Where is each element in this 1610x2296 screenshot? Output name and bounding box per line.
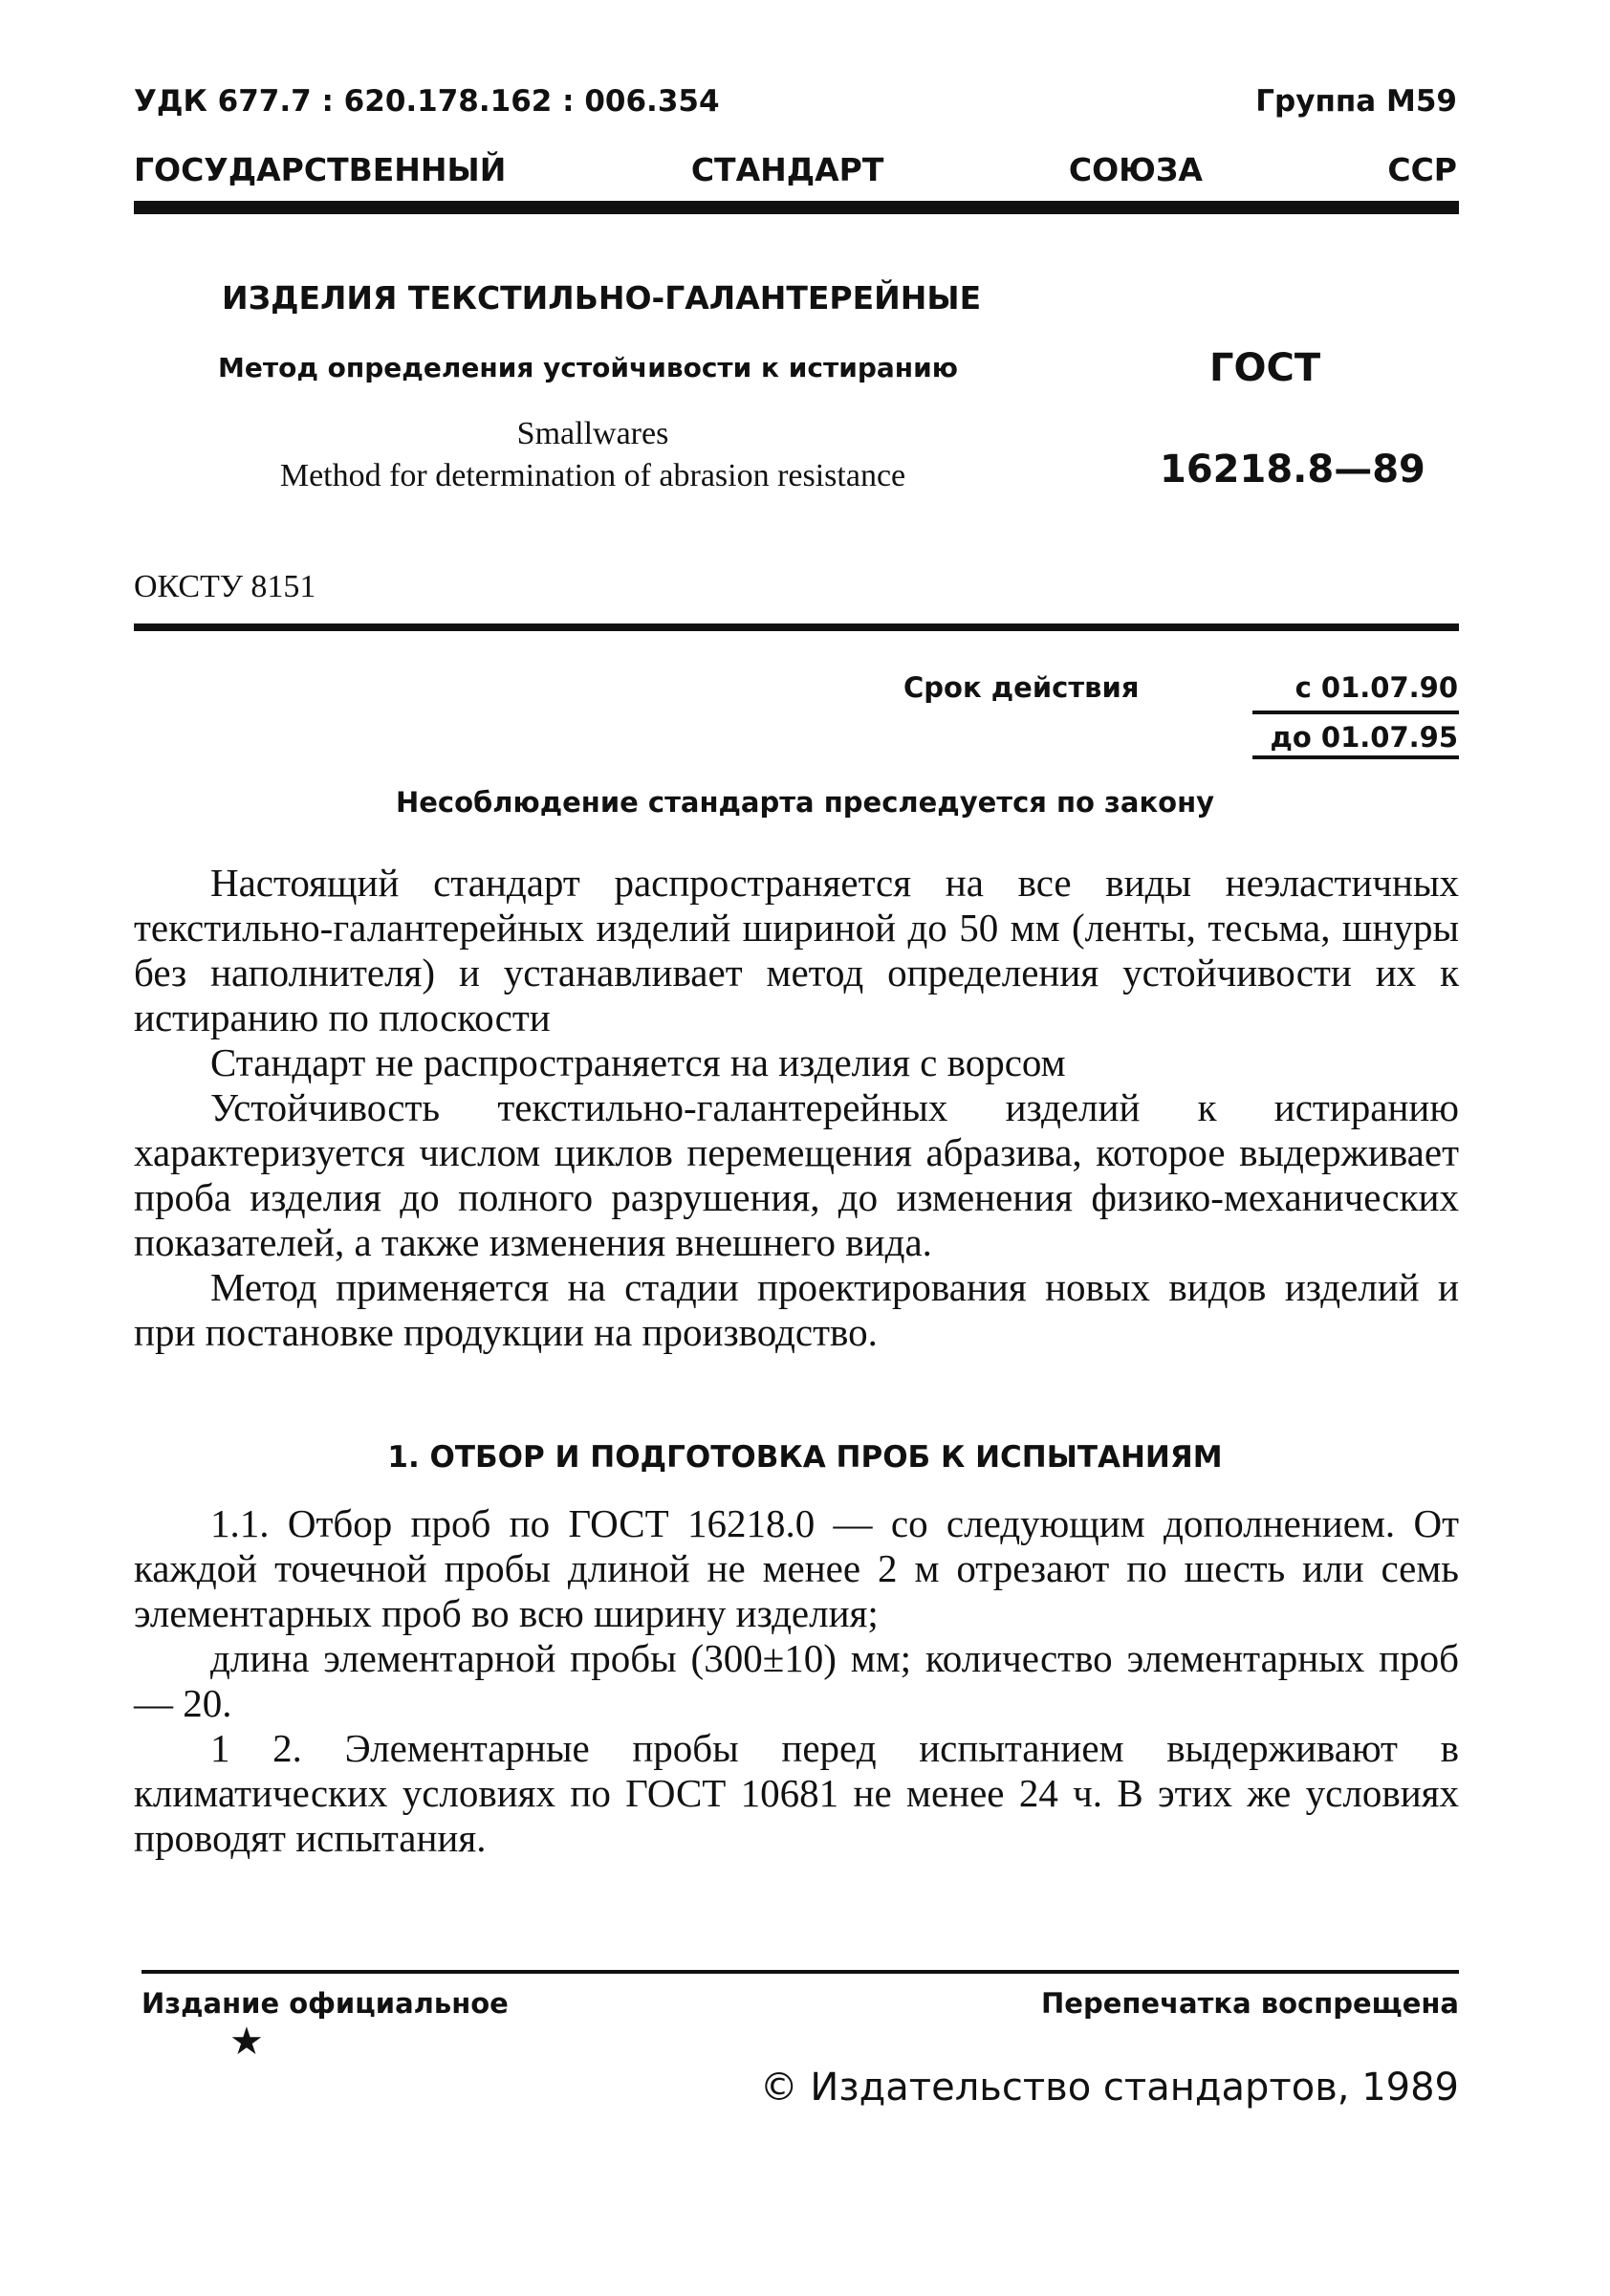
header-rule	[134, 201, 1459, 214]
official-edition-label: Издание официальное	[141, 1987, 509, 2020]
document-title-ru: ИЗДЕЛИЯ ТЕКСТИЛЬНО-ГАЛАНТЕРЕЙНЫЕ	[222, 279, 982, 317]
validity-to: до 01.07.95	[1270, 721, 1458, 754]
gost-number: 16218.8—89	[1160, 448, 1425, 492]
gost-label: ГОСТ	[1209, 346, 1321, 390]
okstu-rule	[134, 623, 1459, 631]
title-en-line1: Smallwares	[516, 416, 669, 451]
document-title-en	[206, 413, 980, 497]
section-heading: 1. ОТБОР И ПОДГОТОВКА ПРОБ К ИСПЫТАНИЯМ	[387, 1440, 1223, 1475]
section-text	[134, 1501, 1459, 1861]
intro-text	[134, 861, 1459, 1355]
title-en-line2: Method for determination of abrasion resistance	[279, 458, 906, 493]
validity-from: с 01.07.90	[1295, 671, 1458, 704]
section-paragraph: 1.1. Отбор проб по ГОСТ 16218.0 — со следующим дополнением. От каждой точечной пробы длиной не менее 2 м отрезают по шесть или семь элементарных проб во всю ширину изделия;	[134, 1501, 1459, 1635]
intro-paragraph: Метод применяется на стадии проектирования новых видов изделий и при постановке продукции на производство.	[134, 1265, 1459, 1354]
section-paragraph: длина элементарной пробы (300±10) мм; количество элементарных проб — 20.	[134, 1636, 1459, 1725]
footer-rule	[141, 1970, 1459, 1974]
validity-rule-1	[1252, 711, 1459, 714]
law-notice: Несоблюдение стандарта преследуется по закону	[395, 786, 1215, 819]
copyright-notice: © Издательство стандартов, 1989	[759, 2066, 1459, 2110]
validity-rule-2	[1252, 755, 1459, 759]
intro-paragraph: Настоящий стандарт распространяется на все виды неэластичных текстильно-галантерейных изделий шириной до 50 мм (ленты, тесьма, шнуры без наполнителя) и устанавливает метод определения устойчивости их к истиранию по плоскости	[134, 861, 1459, 1039]
star-icon: ★	[229, 2020, 264, 2064]
state-standard-banner: ГОСУДАРСТВЕННЫЙ СТАНДАРТ СОЮЗА ССР	[134, 151, 1457, 188]
group-code: Группа М59	[1255, 84, 1457, 119]
section-paragraph: 1 2. Элементарные пробы перед испытанием выдерживают в климатических условиях по ГОСТ 10681 не менее 24 ч. В этих же условиях проводят испытания.	[134, 1726, 1459, 1860]
validity-label: Срок действия	[903, 671, 1140, 704]
document-subtitle-ru: Метод определения устойчивости к истиранию	[218, 352, 958, 383]
okstu-code: ОКСТУ 8151	[134, 569, 316, 604]
udk-code: УДК 677.7 : 620.178.162 : 006.354	[134, 84, 720, 119]
intro-paragraph: Стандарт не распространяется на изделия с ворсом	[210, 1040, 1066, 1084]
intro-paragraph: Устойчивость текстильно-галантерейных изделий к истиранию характеризуется числом циклов перемещения абразива, которое выдерживает проба изделия до полного разрушения, до изменения физико-механических показателей, а также изменения внешнего вида.	[134, 1085, 1459, 1264]
reprint-notice: Перепечатка воспрещена	[1041, 1987, 1459, 2020]
